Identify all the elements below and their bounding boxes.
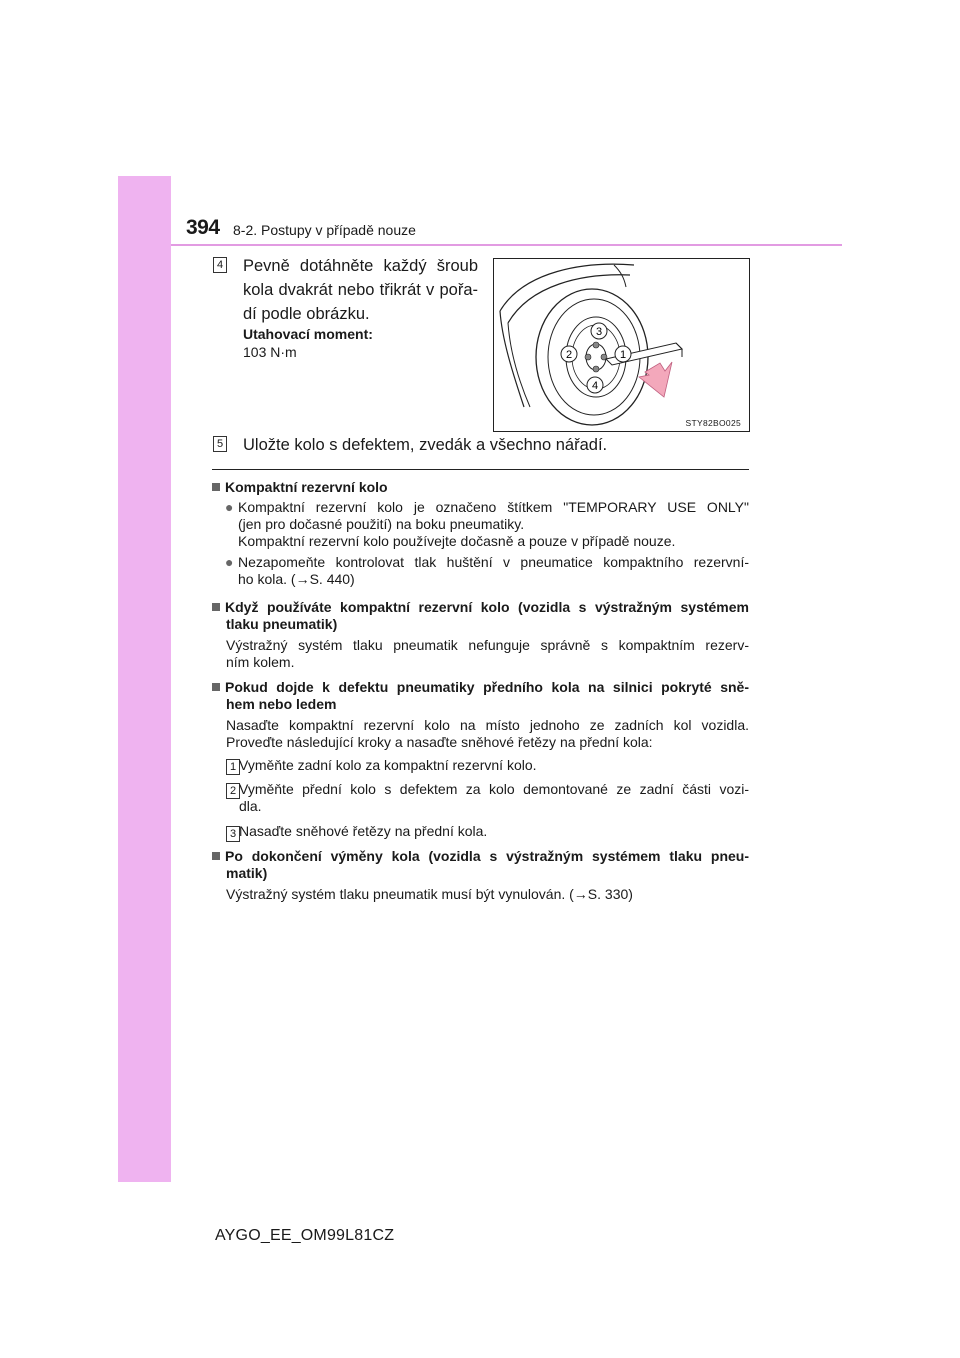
substep-3-text: Nasaďte sněhové řetězy na přední kola. — [239, 823, 488, 839]
step-number-4: 4 — [213, 257, 227, 273]
round-bullet-icon: ● — [225, 554, 234, 570]
note-after-wheel-change: Po dokončení výměny kola (vozidla s výstražným systémem tlaku pneu- matik) Výstražný systém tlaku pneumatik musí být vynulován. (→S. 330) — [212, 848, 749, 903]
page-number: 394 — [186, 216, 220, 239]
square-bullet-icon — [212, 852, 220, 860]
list-item: ● Nezapomeňte kontrolovat tlak huštění v pneumatice kompaktního rezervní- ho kola. (→S. 440) — [225, 554, 749, 587]
substep-2-text: Vyměňte přední kolo s defektem za kolo demontované ze zadní části vozi- dla. — [239, 781, 749, 814]
step-5-text: Uložte kolo s defektem, zvedák a všechno nářadí. — [243, 436, 608, 454]
section-title: 8-2. Postupy v případě nouze — [233, 222, 416, 238]
wheel-illustration — [494, 259, 749, 431]
substep-number-3: 3 — [226, 826, 240, 842]
torque-label: Utahovací moment: — [243, 326, 373, 342]
callout-1: 1 — [619, 349, 627, 361]
note-spare-tpms: Když používáte kompaktní rezervní kolo (vozidla s výstražným systémem tlaku pneumatik) Výstražný systém tlaku pneumatik nefunguje správně s kompaktním rezerv- ním kolem. — [212, 599, 749, 671]
substep-number-2: 2 — [226, 783, 240, 799]
figure-label: STY82BO025 — [685, 418, 741, 428]
callout-4: 4 — [591, 380, 599, 392]
note-compact-spare: Kompaktní rezervní kolo ● Kompaktní rezervní kolo je označeno štítkem "TEMPORARY USE ONLY" (jen pro dočasné použití) na boku pneumatiky. Kompaktní rezervní kolo používejte dočasně a pouze v případě nouze. ● Nezapomeňte kontrolovat tlak huštění v pneumatice kompaktního rezervní- ho kola. (→S. 440) — [212, 479, 749, 588]
square-bullet-icon — [212, 683, 220, 691]
callout-3: 3 — [595, 326, 603, 338]
note-front-defect-snow: Pokud dojde k defektu pneumatiky předního kola na silnici pokryté sně- hem nebo ledem Nasaďte kompaktní rezervní kolo na místo jednoho ze zadních kol vozidla. Proveďte následující kroky a nasaďte sněhové řetězy na přední kola: — [212, 679, 749, 751]
square-bullet-icon — [212, 483, 220, 491]
list-item: ● Kompaktní rezervní kolo je označeno štítkem "TEMPORARY USE ONLY" (jen pro dočasné použití) na boku pneumatiky. Kompaktní rezervní kolo používejte dočasně a pouze v případě nouze. — [225, 499, 749, 549]
step-4-text: Pevně dotáhněte každý šroub kola dvakrát nebo třikrát v pořa- dí podle obrázku. — [243, 257, 478, 323]
torque-value: 103 N·m — [243, 344, 297, 360]
header-rule — [171, 244, 842, 246]
footer-code: AYGO_EE_OM99L81CZ — [215, 1227, 395, 1244]
substep-1-text: Vyměňte zadní kolo za kompaktní rezervní kolo. — [239, 757, 537, 773]
callout-2: 2 — [565, 349, 573, 361]
round-bullet-icon: ● — [225, 499, 234, 515]
square-bullet-icon — [212, 603, 220, 611]
step-number-5: 5 — [213, 436, 227, 452]
substep-number-1: 1 — [226, 759, 240, 775]
section-divider — [212, 469, 749, 470]
wheel-tightening-figure — [493, 258, 750, 432]
sidebar-tab — [118, 176, 171, 1182]
